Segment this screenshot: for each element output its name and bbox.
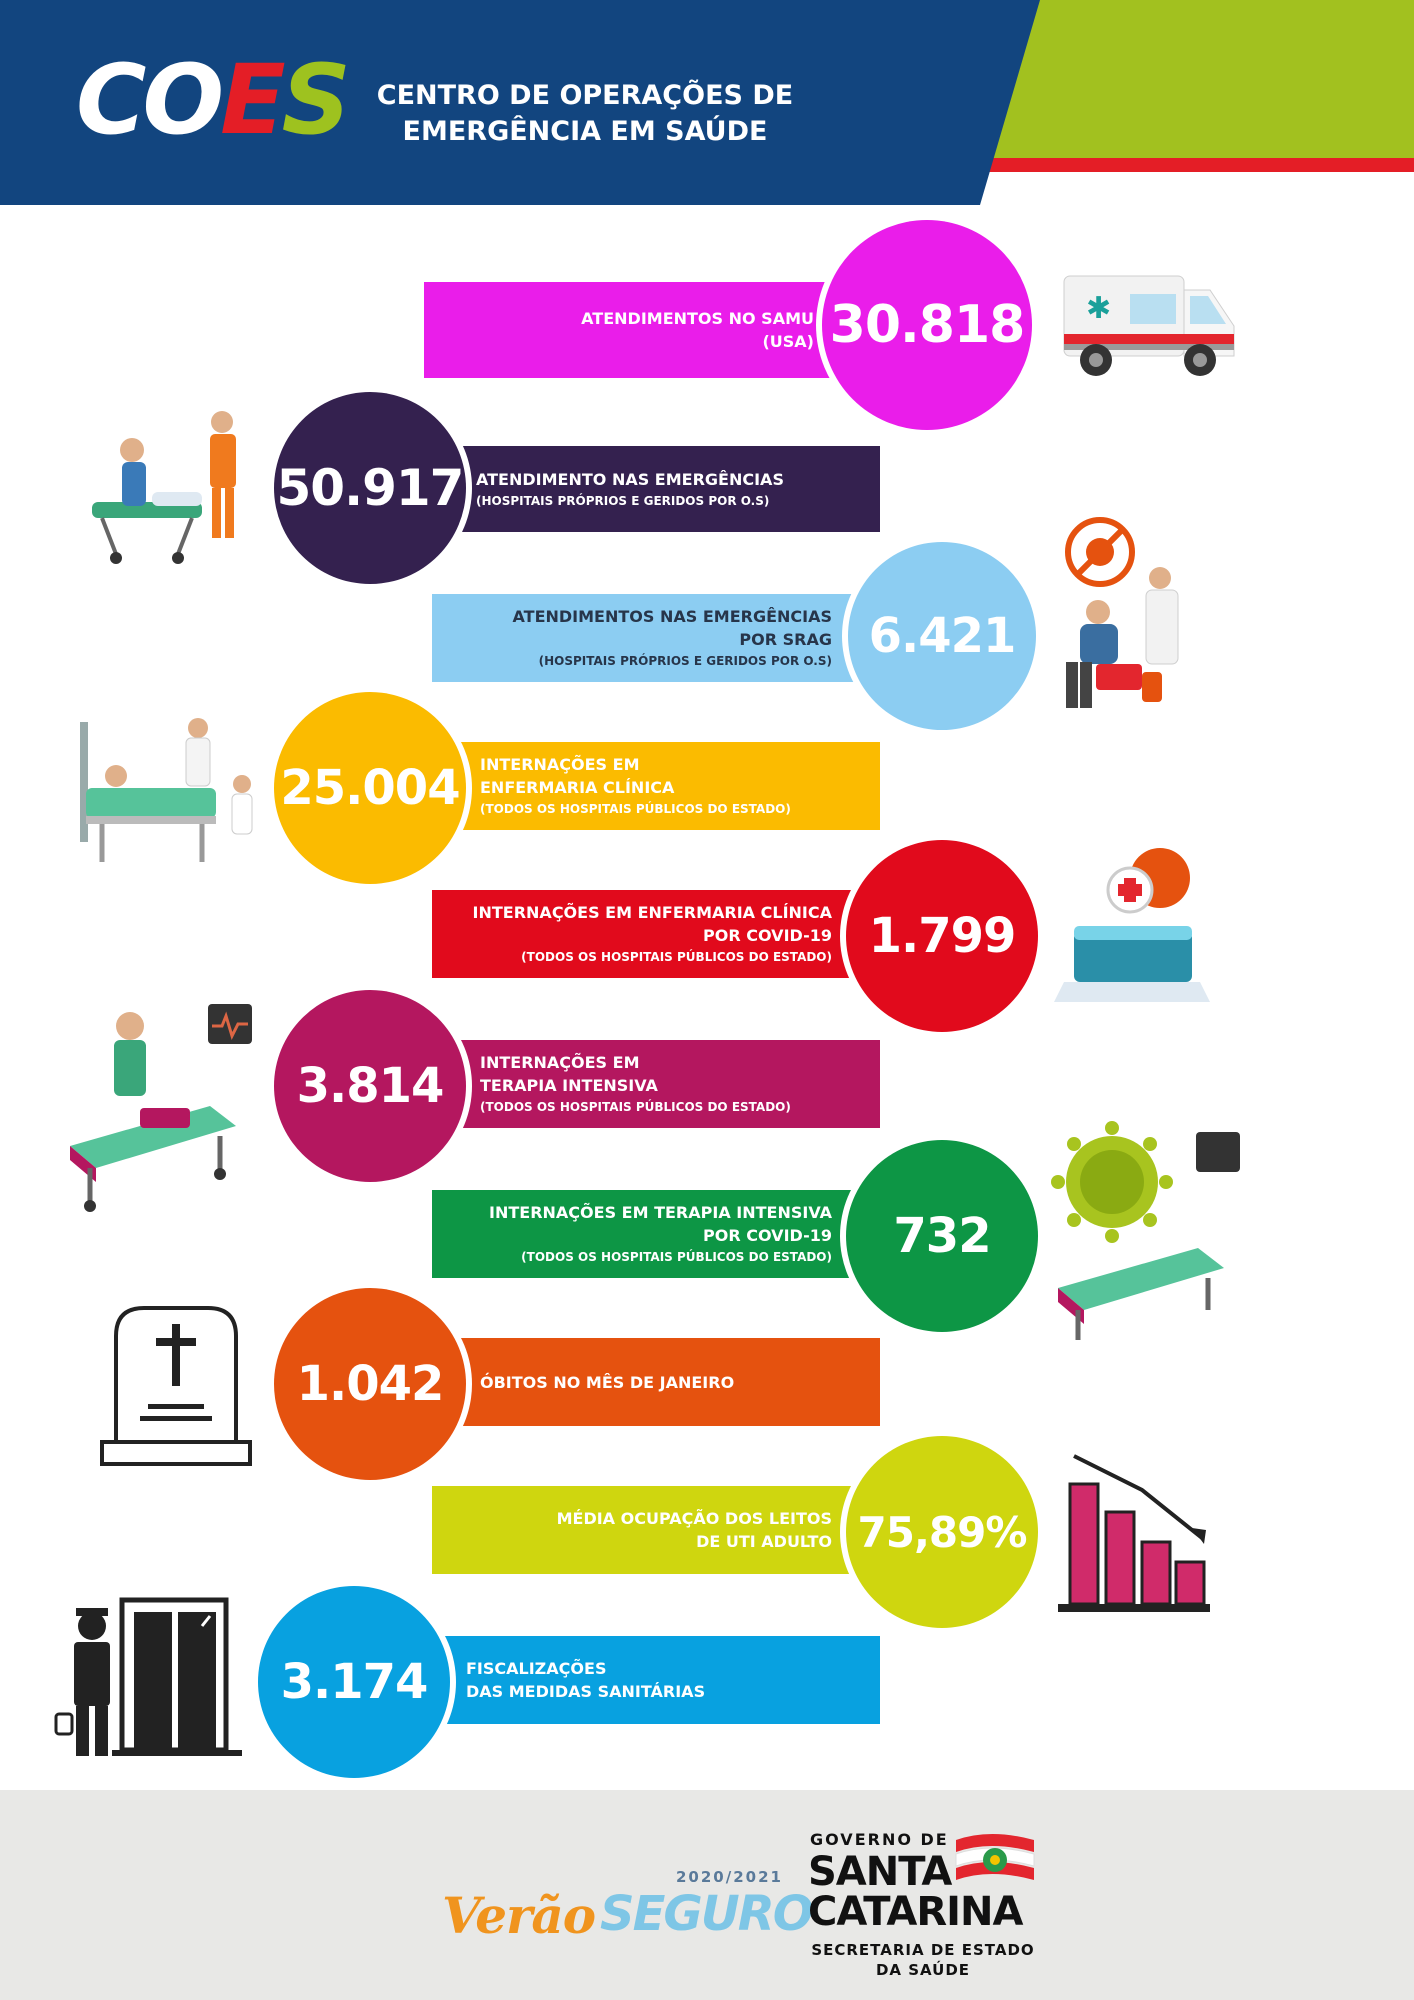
virus-icu-icon (1048, 1118, 1248, 1348)
stat-value-ocupacao: 75,89% (846, 1436, 1038, 1628)
stat-label-uti: INTERNAÇÕES EM TERAPIA INTENSIVA (TODOS OS HOSPITAIS PÚBLICOS DO ESTADO) (450, 1040, 880, 1128)
stat-label-enfermaria: INTERNAÇÕES EM ENFERMARIA CLÍNICA (TODOS OS HOSPITAIS PÚBLICOS DO ESTADO) (450, 742, 880, 830)
stat-value-covid-enfermaria: 1.799 (846, 840, 1038, 1032)
header-title (370, 78, 800, 150)
secretaria-text: SECRETARIA DE ESTADO DA SAÚDE (811, 1941, 1035, 1979)
verao-logo-text: Verão (442, 1886, 596, 1945)
stat-value-covid-uti: 732 (846, 1140, 1038, 1332)
sick-patient-doctor-icon (1050, 512, 1200, 732)
stat-label-covid-enfermaria: INTERNAÇÕES EM ENFERMARIA CLÍNICA POR COVID-19 (TODOS OS HOSPITAIS PÚBLICOS DO ESTADO) (432, 890, 862, 978)
stat-value-emergencias: 50.917 (274, 392, 466, 584)
covid-phone-icon (1050, 842, 1220, 1022)
stat-value-srag: 6.421 (848, 542, 1036, 730)
catarina-text: CATARINA (808, 1889, 1023, 1935)
stat-label-samu: ATENDIMENTOS NO SAMU (USA) (424, 282, 844, 378)
stat-label-emergencias: ATENDIMENTO NAS EMERGÊNCIAS (HOSPITAIS PRÓPRIOS E GERIDOS POR O.S) (446, 446, 880, 532)
declining-chart-icon (1052, 1450, 1212, 1620)
santa-catarina-flag-icon (950, 1830, 1040, 1890)
hospital-bed-icon (72, 712, 262, 872)
header (0, 0, 1414, 205)
stat-value-enfermaria: 25.004 (274, 692, 466, 884)
tombstone-icon (96, 1300, 256, 1470)
stat-label-srag: ATENDIMENTOS NAS EMERGÊNCIAS POR SRAG (HOSPITAIS PRÓPRIOS E GERIDOS POR O.S) (432, 594, 862, 682)
santa-text: SANTA (808, 1849, 952, 1895)
stat-label-ocupacao: MÉDIA OCUPAÇÃO DOS LEITOS DE UTI ADULTO (432, 1486, 862, 1574)
svg-text:✱: ✱ (1086, 291, 1112, 326)
seguro-logo-text: SEGURO (600, 1886, 812, 1942)
stat-value-fiscalizacoes: 3.174 (258, 1586, 450, 1778)
header-title-line1: CENTRO DE OPERAÇÕES DE (376, 80, 794, 111)
stat-value-uti: 3.814 (274, 990, 466, 1182)
stat-label-fiscalizacoes: FISCALIZAÇÕES DAS MEDIDAS SANITÁRIAS (436, 1636, 880, 1724)
stat-label-obitos: ÓBITOS NO MÊS DE JANEIRO (450, 1338, 880, 1426)
stat-label-covid-uti: INTERNAÇÕES EM TERAPIA INTENSIVA POR COVID-19 (TODOS OS HOSPITAIS PÚBLICOS DO ESTADO) (432, 1190, 862, 1278)
ambulance-icon (1060, 270, 1240, 380)
campaign-year: 2020/2021 (676, 1868, 783, 1886)
inspector-door-icon (52, 1596, 252, 1766)
coes-logo: COES (76, 44, 347, 156)
footer (0, 1790, 1414, 2000)
icu-bed-icon (60, 996, 260, 1216)
governo-de-text: GOVERNO DE (810, 1830, 949, 1849)
stretcher-paramedics-icon (82, 404, 252, 574)
stat-value-obitos: 1.042 (274, 1288, 466, 1480)
stat-value-samu: 30.818 (822, 220, 1032, 430)
header-title-line2: EMERGÊNCIA EM SAÚDE (402, 116, 768, 147)
